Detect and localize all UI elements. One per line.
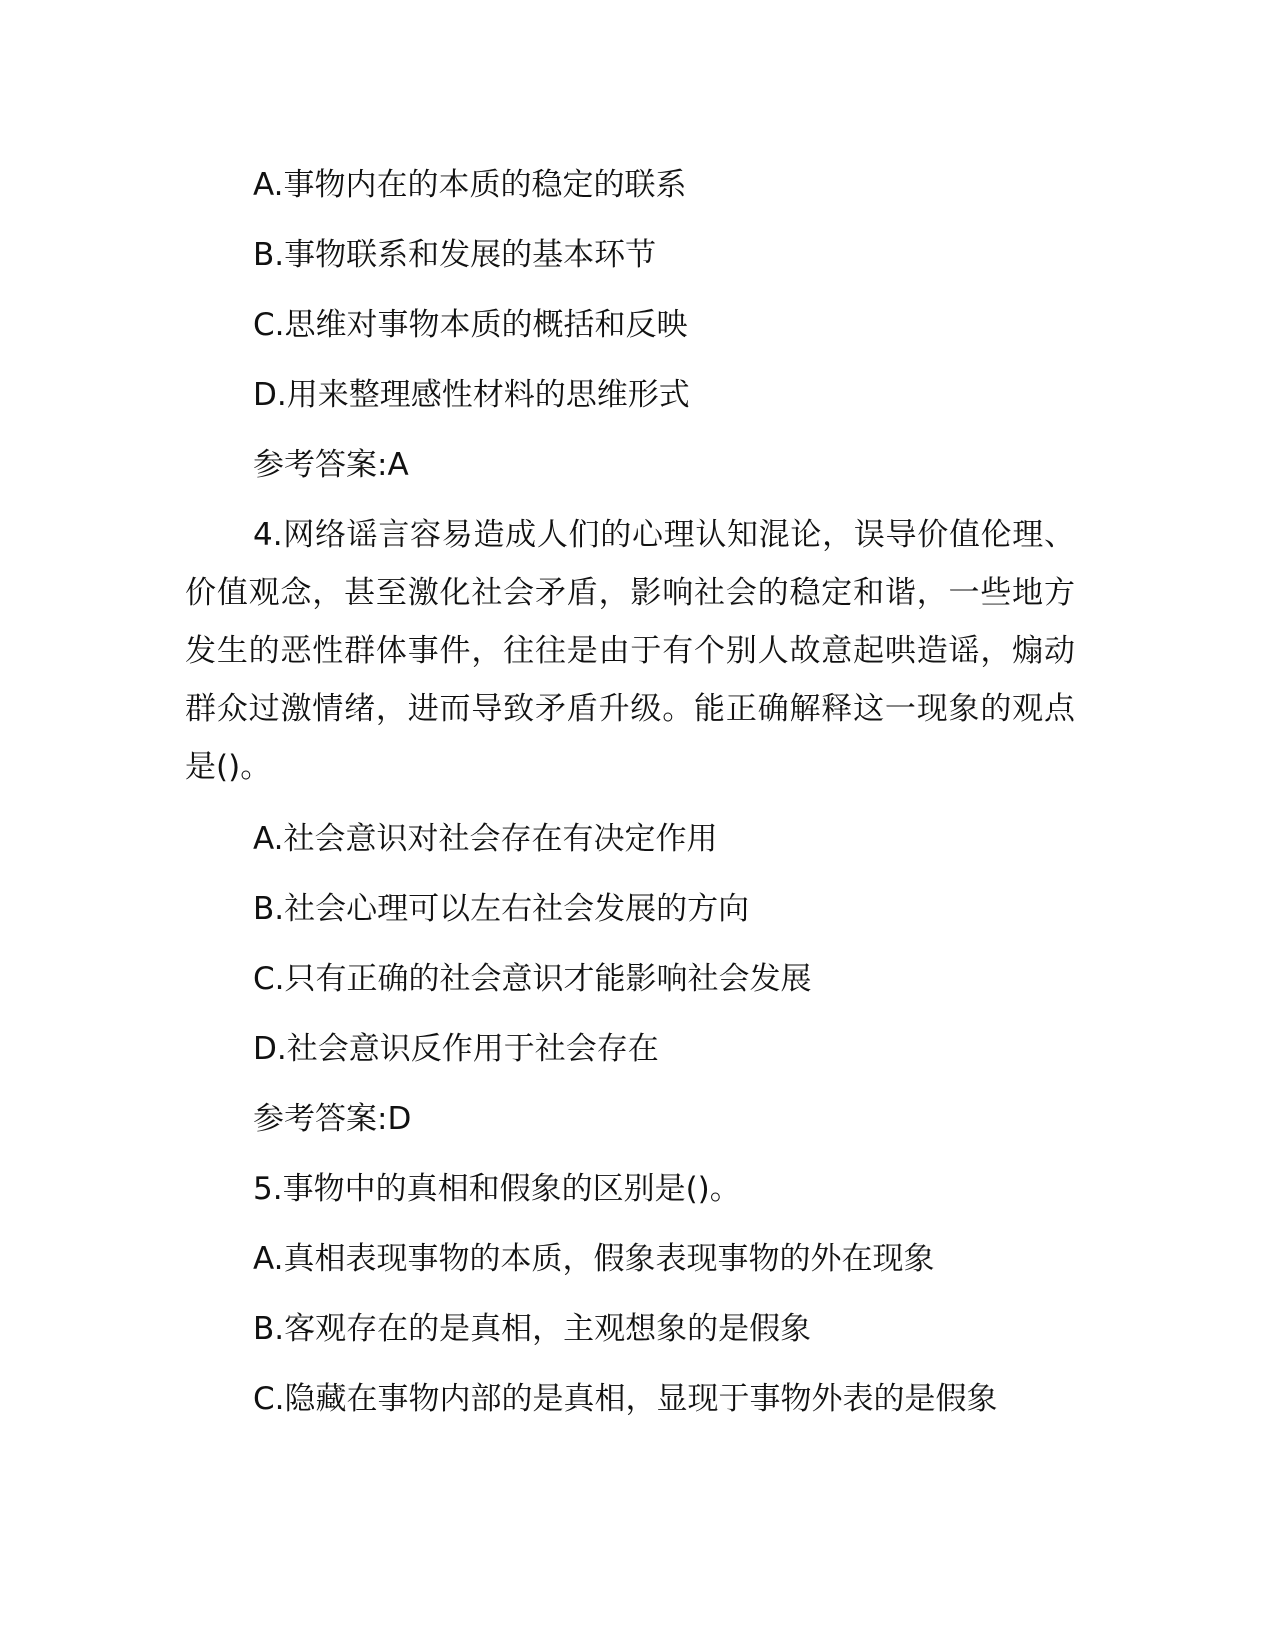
q5-option-c: C.隐藏在事物内部的是真相，显现于事物外表的是假象	[253, 1381, 998, 1417]
q5-option-a: A.真相表现事物的本质，假象表现事物的外在现象	[253, 1241, 935, 1277]
q3-option-a: A.事物内在的本质的稳定的联系	[253, 167, 687, 203]
q3-option-d: D.用来整理感性材料的思维形式	[253, 377, 690, 413]
q3-option-b: B.事物联系和发展的基本环节	[253, 237, 657, 273]
q5-option-b: B.客观存在的是真相，主观想象的是假象	[253, 1311, 812, 1347]
q3-option-c: C.思维对事物本质的概括和反映	[253, 307, 688, 343]
q4-option-a: A.社会意识对社会存在有决定作用	[253, 821, 718, 857]
page-content	[185, 150, 1075, 1434]
q4-option-c: C.只有正确的社会意识才能影响社会发展	[253, 961, 812, 997]
q4-question: 4.网络谣言容易造成人们的心理认知混论，误导价值伦理、价值观念，甚至激化社会矛盾，影响社会的稳定和谐，一些地方发生的恶性群体事件，往往是由于有个别人故意起哄造谣，煽动群众过激情绪，进而导致矛盾升级。能正确解释这一现象的观点是()。	[185, 517, 1075, 785]
q4-option-d: D.社会意识反作用于社会存在	[253, 1031, 659, 1067]
q4-answer: 参考答案:D	[253, 1101, 412, 1137]
q3-answer: 参考答案:A	[253, 447, 409, 483]
q4-option-b: B.社会心理可以左右社会发展的方向	[253, 891, 750, 927]
q5-question: 5.事物中的真相和假象的区别是()。	[253, 1171, 741, 1207]
